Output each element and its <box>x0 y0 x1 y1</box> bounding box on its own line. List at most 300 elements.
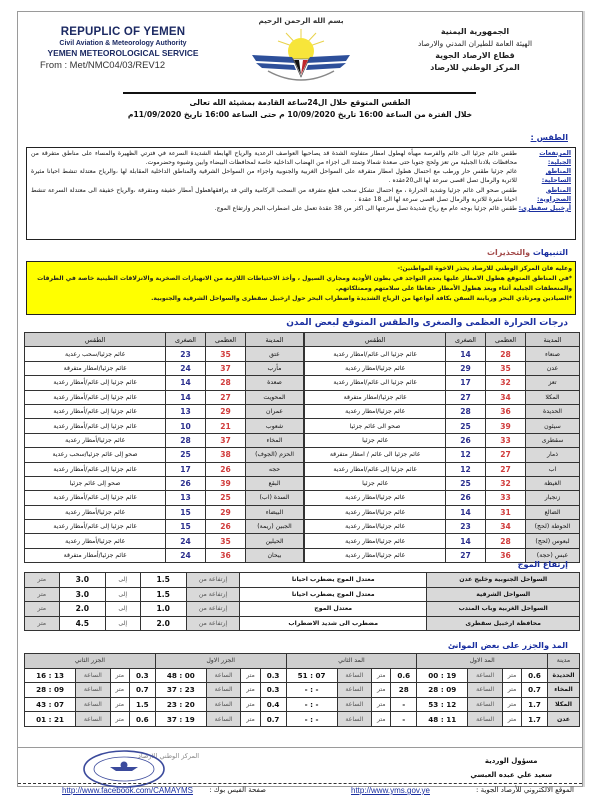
hour-label: الساعة <box>76 668 111 683</box>
weather-condition: غائم جزئيا إلى غائم/أمطار رعدية <box>25 462 166 476</box>
table-row <box>25 419 304 433</box>
tide-time: 21 : 01 <box>25 712 76 727</box>
weather-condition: غائم جزئيا الى غائم / امطار متفرقة <box>305 448 446 462</box>
city-name: بيحان <box>246 548 304 562</box>
unit-label: متر <box>502 712 521 727</box>
unit-label: متر <box>241 697 260 712</box>
letterhead-english <box>38 26 208 70</box>
weather-condition: غائم جزئيا/امطار متفرقة <box>25 361 166 375</box>
city-name: زنجبار <box>526 491 580 505</box>
max-temp: 32 <box>486 476 526 490</box>
tide-height: 0.7 <box>522 683 548 698</box>
table-row <box>25 476 304 490</box>
tide-time: 09 : 28 <box>417 683 468 698</box>
authority-name-ar: الهيئة العامة للطيران المدني والارصاد <box>417 39 533 48</box>
tide-height: 0.6 <box>391 668 417 683</box>
table-row <box>25 697 580 712</box>
col-low-tide-2: الجزر الثاني <box>25 654 156 669</box>
min-temp: 17 <box>446 376 486 390</box>
hour-label: الساعة <box>468 712 503 727</box>
max-temp: 29 <box>206 505 246 519</box>
to-label: إلى <box>105 602 140 617</box>
port-name: عدن <box>548 712 580 727</box>
unit-label: متر <box>372 712 391 727</box>
weather-condition: غائم جزئيا/امطار رعدية <box>305 505 446 519</box>
tide-time: 12 : 53 <box>417 697 468 712</box>
table-row <box>25 668 580 683</box>
sea-state: معتدل الموج يضطرب احيانا <box>240 587 427 602</box>
max-temp: 35 <box>486 361 526 375</box>
port-name: المخاء <box>548 683 580 698</box>
city-name: المكلا <box>526 390 580 404</box>
hour-label: الساعة <box>337 697 372 712</box>
weather-condition: غائم جزئيا/امطار رعدية <box>305 548 446 562</box>
weather-condition: غائم جزئيا/امطار رعدية <box>305 361 446 375</box>
max-temp: 34 <box>486 520 526 534</box>
weather-condition: غائم جزئيا الى غائم/امطار رعدية <box>305 347 446 361</box>
tide-time: - : - <box>286 683 337 698</box>
city-name: المخاء <box>246 433 304 447</box>
unit-label: متر <box>241 668 260 683</box>
min-temp: 25 <box>446 476 486 490</box>
city-temperatures-table-right <box>304 332 580 563</box>
min-temp: 26 <box>446 491 486 505</box>
table-row <box>305 376 580 390</box>
table-row <box>305 534 580 548</box>
max-temp: 33 <box>486 491 526 505</box>
facebook-label: صفحة الفيس بوك : <box>209 786 266 794</box>
col-city: المدينة <box>526 333 580 347</box>
max-temp: 33 <box>486 433 526 447</box>
city-name: سقطرى <box>526 433 580 447</box>
weather-condition: غائم جزئيا/أمطار رعدية <box>25 534 166 548</box>
max-temp: 28 <box>486 347 526 361</box>
region-forecast: طقس غائم جزئيا بوجه عام مع رياح شديدة تصل سرعتها الى اكثر من 38 عقدة تعمل على اضطراب البحر وارتفاع الموج. <box>214 204 517 212</box>
weather-condition: غائم جزئيا/أمطار متفرقة <box>25 548 166 562</box>
tide-time: - : - <box>286 712 337 727</box>
min-temp: 12 <box>446 462 486 476</box>
max-temp: 27 <box>486 448 526 462</box>
hour-label: الساعة <box>337 668 372 683</box>
region-forecast: طقس غائم جزئيا الى غائم والفرصة مهيأه لهطول امطار متفاوتة الشدة قد يصاحبها العواصف الرعدية والرياح الهابطة الشديدة السرعة في فترتي الظهيرة والمساء على مناطق متفرقة من محافظات بلادنا الجبلية من تعز ولحج جنوبا حتى صعدة شمالا وتمتد الى اجزاء من الهضاب الداخلية خاصة لمحافظات البيضاء وابين وشبوه وحضرموت. <box>31 150 517 166</box>
letterhead-arabic <box>390 26 560 74</box>
table-row <box>25 491 304 505</box>
hour-label: الساعة <box>468 697 503 712</box>
tide-time: 23 : 37 <box>155 683 206 698</box>
max-temp: 38 <box>206 448 246 462</box>
tides-title: المد والجزر على بعض الموانئ <box>447 640 568 650</box>
table-row <box>305 491 580 505</box>
weather-condition: صحو الى غائم جزئيا <box>305 419 446 433</box>
max-temp: 35 <box>206 347 246 361</box>
table-row <box>25 462 304 476</box>
min-temp: 27 <box>446 390 486 404</box>
min-temp: 10 <box>166 419 206 433</box>
country-name-ar: الجمهورية اليمنية <box>440 27 510 36</box>
city-name: عمران <box>246 404 304 418</box>
region-label: أرخبيل سقطرى: <box>518 204 571 212</box>
sector-name-ar: قطاع الارصاد الجوية <box>435 51 515 60</box>
max-temp: 31 <box>486 505 526 519</box>
region-label: المرتفعات الجبلية: <box>539 150 571 166</box>
table-row <box>25 390 304 404</box>
max-temp: 27 <box>486 462 526 476</box>
hour-label: الساعة <box>76 712 111 727</box>
max-temp: 35 <box>206 534 246 548</box>
min-temp: 14 <box>446 347 486 361</box>
region-label: المناطق الساحلية: <box>541 168 571 185</box>
sea-state: معتدل الموج يضطرب احيانا <box>240 573 427 588</box>
sea-state: معتدل الموج <box>240 602 427 617</box>
col-max: العظمى <box>486 333 526 347</box>
weather-condition: غائم جزئيا/امطار رعدية <box>305 534 446 548</box>
unit-label: متر <box>25 616 60 631</box>
table-row <box>25 534 304 548</box>
duty-officer-name: سعيد علي عبده العبسي <box>470 771 552 779</box>
unit-label: متر <box>110 712 129 727</box>
basmala: بسم الله الرحمن الرحيم <box>258 16 344 25</box>
website-label: الموقع الالكتروني للأرصاد الجوية : <box>476 786 574 794</box>
max-temp: 21 <box>206 419 246 433</box>
unit-label: متر <box>502 668 521 683</box>
max-temp: 39 <box>486 419 526 433</box>
col-max: العظمى <box>206 333 246 347</box>
min-temp: 24 <box>166 548 206 562</box>
city-name: الحوطة (لحج) <box>526 520 580 534</box>
hour-label: الساعة <box>76 683 111 698</box>
unit-label: متر <box>372 697 391 712</box>
table-header-row <box>25 654 580 669</box>
city-name: سيئون <box>526 419 580 433</box>
col-min: الصغرى <box>166 333 206 347</box>
from-label: إرتفاعة من <box>186 616 239 631</box>
tide-height: 0.7 <box>260 712 286 727</box>
city-name: الحيلين <box>246 534 304 548</box>
center-name-ar: المركز الوطني للارصاد <box>430 63 520 72</box>
wave-height-max: 3.0 <box>59 587 105 602</box>
tide-time: 07 : 51 <box>286 668 337 683</box>
weather-condition: غائم جزئيا/امطار متفرقة <box>305 390 446 404</box>
min-temp: 25 <box>446 419 486 433</box>
tide-time: 09 : 28 <box>25 683 76 698</box>
weather-condition: غائم جزئيا/أمطار رعدية <box>25 505 166 519</box>
hour-label: الساعة <box>76 697 111 712</box>
city-name: شعوب <box>246 419 304 433</box>
waves-title: إرتفاع الموج <box>517 559 568 569</box>
max-temp: 28 <box>486 534 526 548</box>
region-highlands <box>31 150 571 168</box>
table-row <box>25 712 580 727</box>
table-row <box>25 520 304 534</box>
table-header-row <box>305 333 580 347</box>
forecast-title: الطقس المتوقع خلال ال24ساعة القادمة بمشيئة الله تعالى <box>189 98 411 107</box>
region-label: المناطق الصحراوية: <box>537 186 571 203</box>
from-label: إرتفاعة من <box>186 602 239 617</box>
city-name: الجبين (ريمة) <box>246 520 304 534</box>
table-row <box>305 520 580 534</box>
col-weather: الطقس <box>25 333 166 347</box>
warning-item: *الصيادين ومرتادي البحر وربابنة السفن بكافة أنواعها من الرياح الشديدة واضطراب البحر حول ارخبيل سقطرى والسواحل الشرقية والجنوبية. <box>151 295 572 302</box>
max-temp: 27 <box>206 390 246 404</box>
from-label: إرتفاعة من <box>186 587 239 602</box>
table-header-row <box>25 333 304 347</box>
min-temp: 28 <box>446 404 486 418</box>
col-low-tide-1: الجزر الاول <box>155 654 286 669</box>
wave-height-table <box>24 572 580 631</box>
service-name-en: YEMEN METEOROLOGICAL SERVICE <box>47 48 199 58</box>
unit-label: متر <box>110 668 129 683</box>
weather-condition: غائم جزئيا إلى غائم/أمطار رعدية <box>25 390 166 404</box>
tide-height: 28 <box>391 683 417 698</box>
max-temp: 26 <box>206 520 246 534</box>
hour-label: الساعة <box>337 712 372 727</box>
unit-label: متر <box>241 712 260 727</box>
tide-height: 0.6 <box>129 712 155 727</box>
min-temp: 13 <box>166 404 206 418</box>
hour-label: الساعة <box>206 668 241 683</box>
tide-height: 1.7 <box>522 712 548 727</box>
warnings-title-part1: التنبيهات <box>532 248 568 257</box>
weather-condition: غائم جزئيا/أمطار رعدية <box>25 433 166 447</box>
tide-height: 0.6 <box>522 668 548 683</box>
table-row <box>25 505 304 519</box>
table-row <box>305 462 580 476</box>
table-row <box>305 361 580 375</box>
city-name: البقع <box>246 476 304 490</box>
city-name: السدة (اب) <box>246 491 304 505</box>
tide-time: - : - <box>286 697 337 712</box>
col-high-tide-2: المد الثاني <box>286 654 417 669</box>
city-name: عتق <box>246 347 304 361</box>
table-row <box>25 361 304 375</box>
unit-label: متر <box>110 697 129 712</box>
tide-height: 1.5 <box>129 697 155 712</box>
region-desert <box>31 187 571 205</box>
tide-height: 0.7 <box>129 683 155 698</box>
weather-condition: غائم جزئيا إلى غائم/أمطار رعدية <box>25 404 166 418</box>
region-forecast: طقس صحو الى غائم جزئيا وشديد الحرارة ، مع احتمال تشكل سحب قطع متفرقة من السحب الركامية والتي قد يرافقهاهطول أمطار خفيفة ومتفرقة ،والرياح خفيفة الى معتدلة السرعة تنشط احيانا مثيرة للاتربة والرمال تصل اقصى سرعة لها الى 18 عقدة . <box>31 186 517 203</box>
table-row <box>25 602 580 617</box>
city-name: ذمار <box>526 448 580 462</box>
header-divider <box>123 92 476 94</box>
min-temp: 14 <box>166 390 206 404</box>
table-row <box>25 347 304 361</box>
min-temp: 25 <box>166 448 206 462</box>
weather-condition: غائم جزئيا إلى غائم/أمطار رعدية <box>25 419 166 433</box>
max-temp: 25 <box>206 491 246 505</box>
region-socotra <box>31 205 571 214</box>
min-temp: 26 <box>446 433 486 447</box>
min-temp: 13 <box>166 491 206 505</box>
wave-height-min: 1.5 <box>140 587 186 602</box>
from-label: إرتفاعة من <box>186 573 239 588</box>
duty-officer-signature <box>470 754 552 782</box>
min-temp: 14 <box>166 376 206 390</box>
col-high-tide-1: المد الاول <box>417 654 548 669</box>
min-temp: 23 <box>446 520 486 534</box>
table-row <box>305 347 580 361</box>
sea-state: مضطرب الى شديد الاضطراب <box>240 616 427 631</box>
unit-label: متر <box>241 683 260 698</box>
unit-label: متر <box>372 683 391 698</box>
wave-height-max: 4.5 <box>59 616 105 631</box>
table-row <box>25 433 304 447</box>
footer-links <box>18 786 582 800</box>
tide-height: 0.3 <box>260 683 286 698</box>
max-temp: 36 <box>486 404 526 418</box>
tide-time: 11 : 48 <box>417 712 468 727</box>
form-reference: From : Met/NMC04/03/REV12 <box>40 59 166 70</box>
warning-item: *في المناطق المتوقع هطول الامطار عليها بعدم التواجد في بطون الأودية ومجاري السيول ، وأخذ الاحتياطات اللازمة من الانهيارات الصخرية والانزلاقات الطينية خاصة في الطرقات والمنعطفات الجبلية أثناء وبعد هطول الأمطار حفاظا على سلامتهم وممتلكاتهم. <box>37 275 572 292</box>
weather-regions-box <box>26 147 576 240</box>
min-temp: 14 <box>446 505 486 519</box>
table-row <box>305 505 580 519</box>
wave-height-max: 2.0 <box>59 602 105 617</box>
city-name: لبعوس (لحج) <box>526 534 580 548</box>
table-row <box>305 404 580 418</box>
weather-condition: غائم جزئيا إلى غائم/امطار رعدية <box>305 462 446 476</box>
tide-time: 00 : 48 <box>155 668 206 683</box>
sea-region: محافظة ارخبيل سقطرى <box>427 616 580 631</box>
table-row <box>25 587 580 602</box>
hour-label: الساعة <box>468 683 503 698</box>
to-label: إلى <box>105 587 140 602</box>
wave-height-min: 2.0 <box>140 616 186 631</box>
footer-dashed-rule <box>18 783 582 784</box>
temperatures-title: درجات الحرارة العظمى والصغرى والطقس المتوقع لبعض المدن <box>286 318 568 328</box>
tide-time: 07 : 43 <box>25 697 76 712</box>
tide-height: 1.7 <box>522 697 548 712</box>
country-name-en: REPUPLIC OF YEMEN <box>60 26 186 38</box>
min-temp: 24 <box>166 361 206 375</box>
unit-label: متر <box>25 587 60 602</box>
weather-condition: غائم جزئيا الى غائم/امطار رعدية <box>305 376 446 390</box>
col-city: المدينة <box>246 333 304 347</box>
city-name: مأرب <box>246 361 304 375</box>
city-name: تعز <box>526 376 580 390</box>
tide-time: 19 : 00 <box>417 668 468 683</box>
table-row <box>25 683 580 698</box>
city-name: صنعاء <box>526 347 580 361</box>
region-forecast: غائم جزئيا طقس حار ورطب مع احتمال هطول امطار متفرقة على السواحل الغربية والجنوبية واجزاء من السواحل الشرقية والمناطق الداخلية المقابلة لها ،والرياح معتدلة تنشط احيانا مثيرة للاتربة والرمال تصل اقصى سرعة لها الى20عقده . <box>31 168 517 185</box>
table-row <box>305 448 580 462</box>
weather-condition: غائم جزئيا/سحب رعدية <box>25 347 166 361</box>
min-temp: 15 <box>166 520 206 534</box>
min-temp: 15 <box>166 505 206 519</box>
authority-name-en: Civil Aviation & Meteorology Authority <box>59 40 187 47</box>
tide-time: 13 : 16 <box>25 668 76 683</box>
weather-condition: غائم جزئيا <box>305 476 446 490</box>
city-name: المحويت <box>246 390 304 404</box>
city-name: الحديدة <box>526 404 580 418</box>
col-weather: الطقس <box>305 333 446 347</box>
min-temp: 28 <box>166 433 206 447</box>
forecast-period: خلال الفترة من الساعة 16:00 تاريخ 10/09/2020 م حتى الساعة 16:00 تاريخ 11/09/2020م <box>127 110 473 119</box>
unit-label: متر <box>110 683 129 698</box>
hour-label: الساعة <box>206 683 241 698</box>
table-row <box>25 376 304 390</box>
min-temp: 23 <box>166 347 206 361</box>
city-name: البيضاء <box>246 505 304 519</box>
unit-label: متر <box>502 683 521 698</box>
sea-region: السواحل الغربية وباب المندب <box>427 602 580 617</box>
tide-height: - <box>391 712 417 727</box>
city-name: اب <box>526 462 580 476</box>
min-temp: 27 <box>446 548 486 562</box>
table-row <box>305 476 580 490</box>
min-temp: 26 <box>166 476 206 490</box>
table-row <box>25 573 580 588</box>
tides-table <box>24 653 580 727</box>
weather-condition: غائم جزئيا/امطار رعدية <box>305 520 446 534</box>
wave-height-min: 1.0 <box>140 602 186 617</box>
table-row <box>305 419 580 433</box>
port-name: الحديدة <box>548 668 580 683</box>
facebook-link[interactable]: http://www.facebook.com/CAMAYMS <box>62 786 194 795</box>
page-edge-shadow <box>583 11 585 787</box>
min-temp: 29 <box>446 361 486 375</box>
unit-label: متر <box>372 668 391 683</box>
table-row <box>305 433 580 447</box>
wave-height-max: 3.0 <box>59 573 105 588</box>
hour-label: الساعة <box>337 683 372 698</box>
tide-time: 20 : 23 <box>155 697 206 712</box>
city-name: الحزم (الجوف) <box>246 448 304 462</box>
table-row <box>25 548 304 562</box>
table-row <box>25 616 580 631</box>
tide-time: 19 : 37 <box>155 712 206 727</box>
tide-height: 0.4 <box>260 697 286 712</box>
forecast-bulletin <box>17 11 583 795</box>
weather-condition: صحو إلى غائم جزئيا/سحب رعدية <box>25 448 166 462</box>
website-link[interactable]: http://www.yms.gov.ye <box>351 786 430 795</box>
city-name: عبس (حجة) <box>526 548 580 562</box>
wave-height-min: 1.5 <box>140 573 186 588</box>
table-row <box>305 390 580 404</box>
warnings-box <box>26 261 576 315</box>
letterhead-center <box>236 16 366 89</box>
warning-intro: وعليه فان المركز الوطني للارصاد يحذر الاخوة المواطنين:- <box>397 265 572 272</box>
city-name: حجه <box>246 462 304 476</box>
city-temperatures-table-left <box>24 332 304 563</box>
unit-label: متر <box>25 602 60 617</box>
min-temp: 12 <box>446 448 486 462</box>
port-name: المكلا <box>548 697 580 712</box>
city-name: الضالع <box>526 505 580 519</box>
weather-condition: غائم جزئيا/امطار رعدية <box>305 491 446 505</box>
weather-condition: غائم جزئيا إلى غائم/أمطار رعدية <box>25 520 166 534</box>
max-temp: 26 <box>206 462 246 476</box>
unit-label: متر <box>25 573 60 588</box>
col-min: الصغرى <box>446 333 486 347</box>
max-temp: 34 <box>486 390 526 404</box>
max-temp: 29 <box>206 404 246 418</box>
stamp-caption: المركز الوطني للارصاد <box>138 752 200 760</box>
min-temp: 17 <box>166 462 206 476</box>
max-temp: 32 <box>486 376 526 390</box>
sea-region: السواحل الجنوبية وخليج عدن <box>427 573 580 588</box>
table-row <box>25 404 304 418</box>
max-temp: 39 <box>206 476 246 490</box>
yms-logo-icon <box>246 27 356 85</box>
table-row <box>25 448 304 462</box>
weather-condition: غائم جزئيا/امطار رعدية <box>305 404 446 418</box>
letterhead <box>18 12 582 92</box>
to-label: إلى <box>105 573 140 588</box>
city-name: عدن <box>526 361 580 375</box>
col-port: مدينة <box>548 654 580 669</box>
weather-condition: صحو إلى غائم جزئيا <box>25 476 166 490</box>
